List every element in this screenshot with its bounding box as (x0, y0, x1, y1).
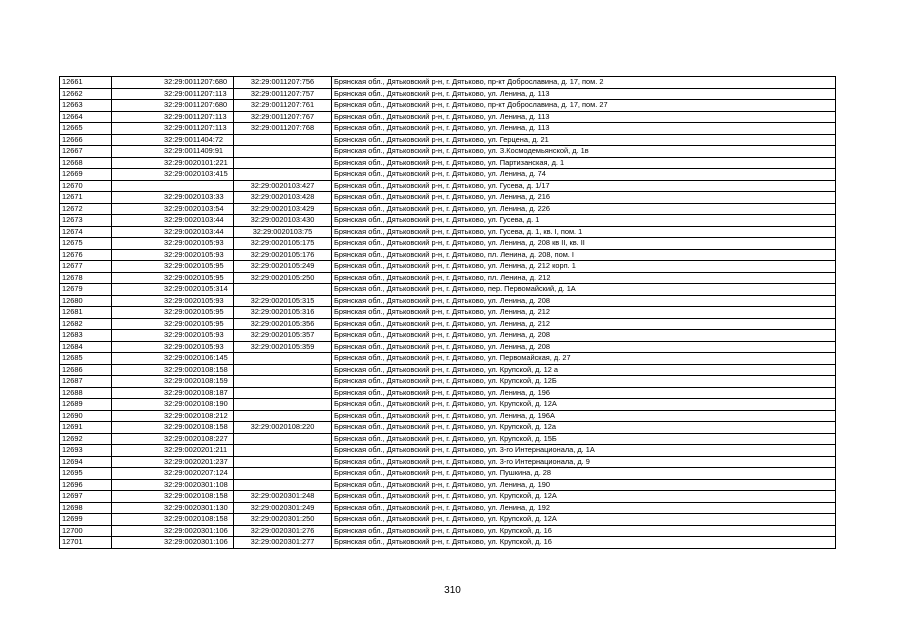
table-row (60, 376, 836, 388)
table-row (60, 88, 836, 100)
cadastral-number-cell (234, 387, 332, 399)
table-row (60, 341, 836, 353)
table-row (60, 353, 836, 365)
address-cell: Брянская обл., Дятьковский р-н, г. Дятьково, ул. Гусева, д. 1, кв. I, пом. 1 (332, 226, 836, 238)
parent-cadastral-number-cell: 32:29:0020108:158 (112, 364, 234, 376)
parent-cadastral-number-cell: 32:29:0011207:680 (112, 77, 234, 89)
parent-cadastral-number-cell: 32:29:0020108:158 (112, 491, 234, 503)
row-number-cell: 12694 (60, 456, 112, 468)
parent-cadastral-number-cell: 32:29:0020106:145 (112, 353, 234, 365)
parent-cadastral-number-cell: 32:29:0020103:33 (112, 192, 234, 204)
address-cell: Брянская обл., Дятьковский р-н, г. Дятьково, ул. Ленина, д. 190 (332, 479, 836, 491)
parent-cadastral-number-cell: 32:29:0020105:93 (112, 295, 234, 307)
cadastral-number-cell: 32:29:0020103:428 (234, 192, 332, 204)
address-cell: Брянская обл., Дятьковский р-н, г. Дятьково, ул. Крупской, д. 15Б (332, 433, 836, 445)
address-cell: Брянская обл., Дятьковский р-н, г. Дятьково, ул. Первомайская, д. 27 (332, 353, 836, 365)
row-number-cell: 12675 (60, 238, 112, 250)
address-cell: Брянская обл., Дятьковский р-н, г. Дятьково, ул. Ленина, д. 212 (332, 307, 836, 319)
parent-cadastral-number-cell (112, 180, 234, 192)
row-number-cell: 12667 (60, 146, 112, 158)
cadastral-number-cell: 32:29:0020105:315 (234, 295, 332, 307)
table-row (60, 215, 836, 227)
address-cell: Брянская обл., Дятьковский р-н, г. Дятьково, ул. Ленина, д. 113 (332, 88, 836, 100)
parent-cadastral-number-cell: 32:29:0020108:158 (112, 514, 234, 526)
table-row (60, 364, 836, 376)
cadastral-number-cell: 32:29:0020105:356 (234, 318, 332, 330)
address-cell: Брянская обл., Дятьковский р-н, г. Дятьково, ул. Ленина, д. 113 (332, 111, 836, 123)
table-row (60, 157, 836, 169)
table-row (60, 330, 836, 342)
table-row (60, 445, 836, 457)
cadastral-number-cell: 32:29:0020105:175 (234, 238, 332, 250)
parent-cadastral-number-cell: 32:29:0020101:221 (112, 157, 234, 169)
parent-cadastral-number-cell: 32:29:0020301:108 (112, 479, 234, 491)
row-number-cell: 12698 (60, 502, 112, 514)
address-cell: Брянская обл., Дятьковский р-н, г. Дятьково, ул. З.Космодемьянской, д. 1в (332, 146, 836, 158)
parent-cadastral-number-cell: 32:29:0020103:44 (112, 226, 234, 238)
parent-cadastral-number-cell: 32:29:0020103:54 (112, 203, 234, 215)
parent-cadastral-number-cell: 32:29:0020207:124 (112, 468, 234, 480)
parent-cadastral-number-cell: 32:29:0020105:314 (112, 284, 234, 296)
parent-cadastral-number-cell: 32:29:0020201:237 (112, 456, 234, 468)
cadastral-number-cell: 32:29:0011207:757 (234, 88, 332, 100)
row-number-cell: 12701 (60, 537, 112, 549)
row-number-cell: 12674 (60, 226, 112, 238)
table-row (60, 100, 836, 112)
parent-cadastral-number-cell: 32:29:0020108:190 (112, 399, 234, 411)
address-cell: Брянская обл., Дятьковский р-н, г. Дятьково, ул. Ленина, д. 113 (332, 123, 836, 135)
address-cell: Брянская обл., Дятьковский р-н, г. Дятьково, ул. Ленина, д. 212 корп. 1 (332, 261, 836, 273)
row-number-cell: 12680 (60, 295, 112, 307)
parent-cadastral-number-cell: 32:29:0020105:93 (112, 330, 234, 342)
address-cell: Брянская обл., Дятьковский р-н, г. Дятьково, пр-кт Доброславина, д. 17, пом. 2 (332, 77, 836, 89)
cadastral-number-cell: 32:29:0020103:430 (234, 215, 332, 227)
table-row (60, 203, 836, 215)
cadastral-number-cell (234, 364, 332, 376)
address-cell: Брянская обл., Дятьковский р-н, г. Дятьково, пер. Первомайский, д. 1А (332, 284, 836, 296)
table-row (60, 387, 836, 399)
address-cell: Брянская обл., Дятьковский р-н, г. Дятьково, ул. Ленина, д. 208 (332, 295, 836, 307)
table-row (60, 169, 836, 181)
cadastral-number-cell: 32:29:0020301:250 (234, 514, 332, 526)
table-row (60, 422, 836, 434)
table-row (60, 468, 836, 480)
address-cell: Брянская обл., Дятьковский р-н, г. Дятьково, ул. Герцена, д. 21 (332, 134, 836, 146)
cadastral-number-cell: 32:29:0020301:249 (234, 502, 332, 514)
row-number-cell: 12664 (60, 111, 112, 123)
parent-cadastral-number-cell: 32:29:0020108:212 (112, 410, 234, 422)
cadastral-number-cell (234, 445, 332, 457)
row-number-cell: 12695 (60, 468, 112, 480)
table-row (60, 410, 836, 422)
page-number: 310 (444, 585, 461, 596)
address-cell: Брянская обл., Дятьковский р-н, г. Дятьково, пр-кт Доброславина, д. 17, пом. 27 (332, 100, 836, 112)
parent-cadastral-number-cell: 32:29:0011404:72 (112, 134, 234, 146)
row-number-cell: 12672 (60, 203, 112, 215)
address-cell: Брянская обл., Дятьковский р-н, г. Дятьково, ул. Ленина, д. 192 (332, 502, 836, 514)
row-number-cell: 12663 (60, 100, 112, 112)
parent-cadastral-number-cell: 32:29:0020105:93 (112, 341, 234, 353)
row-number-cell: 12692 (60, 433, 112, 445)
table-row (60, 514, 836, 526)
cadastral-number-cell (234, 134, 332, 146)
address-cell: Брянская обл., Дятьковский р-н, г. Дятьково, ул. Ленина, д. 74 (332, 169, 836, 181)
cadastral-number-cell: 32:29:0020105:316 (234, 307, 332, 319)
row-number-cell: 12676 (60, 249, 112, 261)
table-row (60, 77, 836, 89)
cadastral-number-cell (234, 353, 332, 365)
address-cell: Брянская обл., Дятьковский р-н, г. Дятьково, пл. Ленина, д. 208, пом. I (332, 249, 836, 261)
row-number-cell: 12677 (60, 261, 112, 273)
address-cell: Брянская обл., Дятьковский р-н, г. Дятьково, ул. Партизанская, д. 1 (332, 157, 836, 169)
row-number-cell: 12686 (60, 364, 112, 376)
cadastral-number-cell: 32:29:0020105:176 (234, 249, 332, 261)
address-cell: Брянская обл., Дятьковский р-н, г. Дятьково, ул. Гусева, д. 1 (332, 215, 836, 227)
row-number-cell: 12679 (60, 284, 112, 296)
address-cell: Брянская обл., Дятьковский р-н, г. Дятьково, ул. Крупской, д. 12А (332, 399, 836, 411)
row-number-cell: 12670 (60, 180, 112, 192)
cadastral-number-cell (234, 157, 332, 169)
row-number-cell: 12691 (60, 422, 112, 434)
cadastral-number-cell: 32:29:0011207:767 (234, 111, 332, 123)
row-number-cell: 12671 (60, 192, 112, 204)
cadastral-number-cell: 32:29:0020105:357 (234, 330, 332, 342)
table-row (60, 318, 836, 330)
table-row (60, 249, 836, 261)
address-cell: Брянская обл., Дятьковский р-н, г. Дятьково, ул. Гусева, д. 1/17 (332, 180, 836, 192)
address-cell: Брянская обл., Дятьковский р-н, г. Дятьково, ул. Крупской, д. 16 (332, 525, 836, 537)
cadastral-number-cell: 32:29:0011207:768 (234, 123, 332, 135)
table-row (60, 307, 836, 319)
table-row (60, 295, 836, 307)
table-row (60, 479, 836, 491)
cadastral-number-cell (234, 479, 332, 491)
cadastral-number-cell: 32:29:0020108:220 (234, 422, 332, 434)
address-cell: Брянская обл., Дятьковский р-н, г. Дятьково, ул. Крупской, д. 12Б (332, 376, 836, 388)
parent-cadastral-number-cell: 32:29:0020105:93 (112, 238, 234, 250)
table-row (60, 146, 836, 158)
parent-cadastral-number-cell: 32:29:0011207:113 (112, 123, 234, 135)
table-row (60, 525, 836, 537)
parent-cadastral-number-cell: 32:29:0020108:187 (112, 387, 234, 399)
cadastral-number-cell (234, 433, 332, 445)
table-row (60, 180, 836, 192)
cadastral-number-cell: 32:29:0020103:75 (234, 226, 332, 238)
address-cell: Брянская обл., Дятьковский р-н, г. Дятьково, ул. Пушкина, д. 28 (332, 468, 836, 480)
address-cell: Брянская обл., Дятьковский р-н, г. Дятьково, ул. Крупской, д. 16 (332, 537, 836, 549)
table-row (60, 111, 836, 123)
parent-cadastral-number-cell: 32:29:0011207:680 (112, 100, 234, 112)
row-number-cell: 12700 (60, 525, 112, 537)
cadastral-number-cell (234, 468, 332, 480)
row-number-cell: 12673 (60, 215, 112, 227)
row-number-cell: 12693 (60, 445, 112, 457)
cadastral-number-cell: 32:29:0020103:429 (234, 203, 332, 215)
parent-cadastral-number-cell: 32:29:0020201:211 (112, 445, 234, 457)
address-cell: Брянская обл., Дятьковский р-н, г. Дятьково, ул. Крупской, д. 12 а (332, 364, 836, 376)
table-row (60, 433, 836, 445)
parent-cadastral-number-cell: 32:29:0020103:44 (112, 215, 234, 227)
row-number-cell: 12690 (60, 410, 112, 422)
table-row (60, 226, 836, 238)
address-cell: Брянская обл., Дятьковский р-н, г. Дятьково, ул. 3-го Интернационала, д. 9 (332, 456, 836, 468)
table-row (60, 537, 836, 549)
cadastral-number-cell: 32:29:0020105:250 (234, 272, 332, 284)
table-row (60, 491, 836, 503)
parent-cadastral-number-cell: 32:29:0020105:95 (112, 318, 234, 330)
cadastral-number-cell: 32:29:0020301:276 (234, 525, 332, 537)
address-cell: Брянская обл., Дятьковский р-н, г. Дятьково, ул. Ленина, д. 208 (332, 330, 836, 342)
address-cell: Брянская обл., Дятьковский р-н, г. Дятьково, ул. Ленина, д. 216 (332, 192, 836, 204)
address-cell: Брянская обл., Дятьковский р-н, г. Дятьково, ул. Крупской, д. 12А (332, 514, 836, 526)
address-cell: Брянская обл., Дятьковский р-н, г. Дятьково, ул. Ленина, д. 208 кв II, кв. II (332, 238, 836, 250)
table-row (60, 272, 836, 284)
address-cell: Брянская обл., Дятьковский р-н, г. Дятьково, ул. Ленина, д. 196 (332, 387, 836, 399)
cadastral-number-cell: 32:29:0020105:249 (234, 261, 332, 273)
cadastral-number-cell (234, 399, 332, 411)
parent-cadastral-number-cell: 32:29:0020105:95 (112, 261, 234, 273)
row-number-cell: 12666 (60, 134, 112, 146)
row-number-cell: 12668 (60, 157, 112, 169)
cadastral-number-cell: 32:29:0011207:756 (234, 77, 332, 89)
row-number-cell: 12682 (60, 318, 112, 330)
row-number-cell: 12665 (60, 123, 112, 135)
address-cell: Брянская обл., Дятьковский р-н, г. Дятьково, ул. Ленина, д. 226 (332, 203, 836, 215)
table-row (60, 456, 836, 468)
row-number-cell: 12669 (60, 169, 112, 181)
registry-table (59, 76, 836, 549)
row-number-cell: 12685 (60, 353, 112, 365)
parent-cadastral-number-cell: 32:29:0020105:95 (112, 307, 234, 319)
registry-table-body (60, 77, 836, 549)
parent-cadastral-number-cell: 32:29:0011409:91 (112, 146, 234, 158)
row-number-cell: 12689 (60, 399, 112, 411)
row-number-cell: 12681 (60, 307, 112, 319)
table-row (60, 261, 836, 273)
row-number-cell: 12696 (60, 479, 112, 491)
parent-cadastral-number-cell: 32:29:0011207:113 (112, 111, 234, 123)
parent-cadastral-number-cell: 32:29:0020301:106 (112, 537, 234, 549)
table-row (60, 284, 836, 296)
table-row (60, 192, 836, 204)
cadastral-number-cell: 32:29:0020105:359 (234, 341, 332, 353)
parent-cadastral-number-cell: 32:29:0011207:113 (112, 88, 234, 100)
table-row (60, 502, 836, 514)
cadastral-number-cell: 32:29:0011207:761 (234, 100, 332, 112)
parent-cadastral-number-cell: 32:29:0020105:93 (112, 249, 234, 261)
address-cell: Брянская обл., Дятьковский р-н, г. Дятьково, ул. Крупской, д. 12а (332, 422, 836, 434)
cadastral-number-cell: 32:29:0020301:277 (234, 537, 332, 549)
row-number-cell: 12699 (60, 514, 112, 526)
row-number-cell: 12662 (60, 88, 112, 100)
cadastral-number-cell (234, 284, 332, 296)
cadastral-number-cell (234, 146, 332, 158)
table-row (60, 399, 836, 411)
table-row (60, 238, 836, 250)
table-row (60, 123, 836, 135)
cadastral-number-cell (234, 456, 332, 468)
parent-cadastral-number-cell: 32:29:0020301:130 (112, 502, 234, 514)
cadastral-number-cell: 32:29:0020103:427 (234, 180, 332, 192)
table-row (60, 134, 836, 146)
address-cell: Брянская обл., Дятьковский р-н, г. Дятьково, ул. Ленина, д. 208 (332, 341, 836, 353)
address-cell: Брянская обл., Дятьковский р-н, г. Дятьково, ул. 3-го Интернационала, д. 1А (332, 445, 836, 457)
row-number-cell: 12684 (60, 341, 112, 353)
address-cell: Брянская обл., Дятьковский р-н, г. Дятьково, ул. Ленина, д. 196А (332, 410, 836, 422)
row-number-cell: 12683 (60, 330, 112, 342)
row-number-cell: 12687 (60, 376, 112, 388)
row-number-cell: 12697 (60, 491, 112, 503)
cadastral-number-cell (234, 410, 332, 422)
parent-cadastral-number-cell: 32:29:0020108:159 (112, 376, 234, 388)
cadastral-number-cell (234, 376, 332, 388)
cadastral-number-cell: 32:29:0020301:248 (234, 491, 332, 503)
address-cell: Брянская обл., Дятьковский р-н, г. Дятьково, ул. Ленина, д. 212 (332, 318, 836, 330)
address-cell: Брянская обл., Дятьковский р-н, г. Дятьково, пл. Ленина, д. 212 (332, 272, 836, 284)
row-number-cell: 12661 (60, 77, 112, 89)
parent-cadastral-number-cell: 32:29:0020108:227 (112, 433, 234, 445)
row-number-cell: 12688 (60, 387, 112, 399)
address-cell: Брянская обл., Дятьковский р-н, г. Дятьково, ул. Крупской, д. 12А (332, 491, 836, 503)
parent-cadastral-number-cell: 32:29:0020301:106 (112, 525, 234, 537)
parent-cadastral-number-cell: 32:29:0020108:158 (112, 422, 234, 434)
cadastral-number-cell (234, 169, 332, 181)
parent-cadastral-number-cell: 32:29:0020103:415 (112, 169, 234, 181)
parent-cadastral-number-cell: 32:29:0020105:95 (112, 272, 234, 284)
row-number-cell: 12678 (60, 272, 112, 284)
